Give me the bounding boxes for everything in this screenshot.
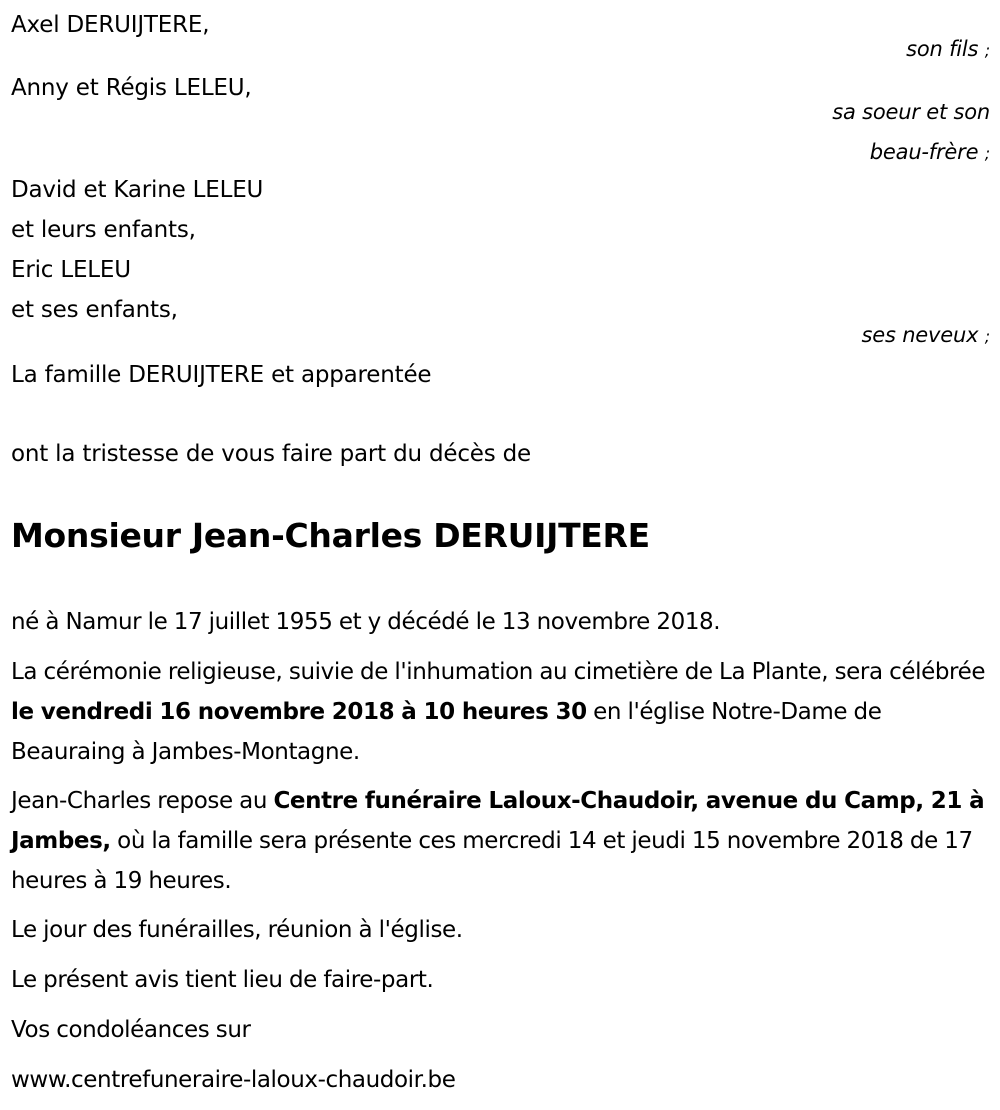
- family-name-line: La famille DERUIJTERE et apparentée: [11, 362, 432, 388]
- relation-text: ses neveux: [861, 323, 979, 347]
- visitation-location: Centre funéraire Laloux-Chaudoir, avenue du Camp, 21 à Jambes,: [11, 788, 985, 854]
- ceremony-text-after: en l'église Notre-Dame de Beauraing à Jambes-Montagne.: [11, 699, 882, 765]
- announcement-intro: ont la tristesse de vous faire part du décès de: [11, 441, 531, 467]
- family-name-line: et leurs enfants,: [11, 217, 196, 243]
- family-name-line: Anny et Régis LELEU,: [11, 75, 252, 101]
- meeting-paragraph: Le jour des funérailles, réunion à l'église.: [11, 917, 463, 943]
- relation-label: [870, 139, 990, 167]
- family-name-line: David et Karine LELEU: [11, 177, 264, 203]
- relation-punct: ;: [984, 41, 990, 60]
- relation-punct: ;: [984, 327, 990, 346]
- family-name-line: Axel DERUIJTERE,: [11, 12, 210, 38]
- family-name-line: Eric LELEU: [11, 257, 131, 283]
- ceremony-paragraph: [11, 652, 996, 772]
- condolences-label: Vos condoléances sur: [11, 1017, 251, 1043]
- relation-punct: ;: [984, 144, 990, 163]
- relation-label: [862, 322, 990, 350]
- visitation-paragraph: [11, 781, 996, 901]
- relation-text: sa soeur et son: [832, 100, 990, 124]
- relation-text: son fils: [906, 37, 979, 61]
- family-name-line: et ses enfants,: [11, 297, 178, 323]
- visitation-text-before: Jean-Charles repose au: [11, 788, 274, 814]
- visitation-text-after: où la famille sera présente ces mercredi 14 et jeudi 15 novembre 2018 de 17 heures à 19 heures.: [11, 828, 973, 894]
- relation-label: [832, 99, 990, 125]
- ceremony-date-time: le vendredi 16 novembre 2018 à 10 heures 30: [11, 699, 587, 725]
- notice-paragraph: Le présent avis tient lieu de faire-part.: [11, 967, 434, 993]
- ceremony-text-before: La cérémonie religieuse, suivie de l'inhumation au cimetière de La Plante, sera célébrée: [11, 659, 986, 685]
- condolences-website-link[interactable]: www.centrefuneraire-laloux-chaudoir.be: [11, 1067, 456, 1093]
- relation-label: [906, 36, 990, 64]
- birth-death-paragraph: né à Namur le 17 juillet 1955 et y décédé le 13 novembre 2018.: [11, 609, 721, 635]
- deceased-name-heading: Monsieur Jean-Charles DERUIJTERE: [11, 516, 650, 555]
- relation-text: beau-frère: [869, 140, 979, 164]
